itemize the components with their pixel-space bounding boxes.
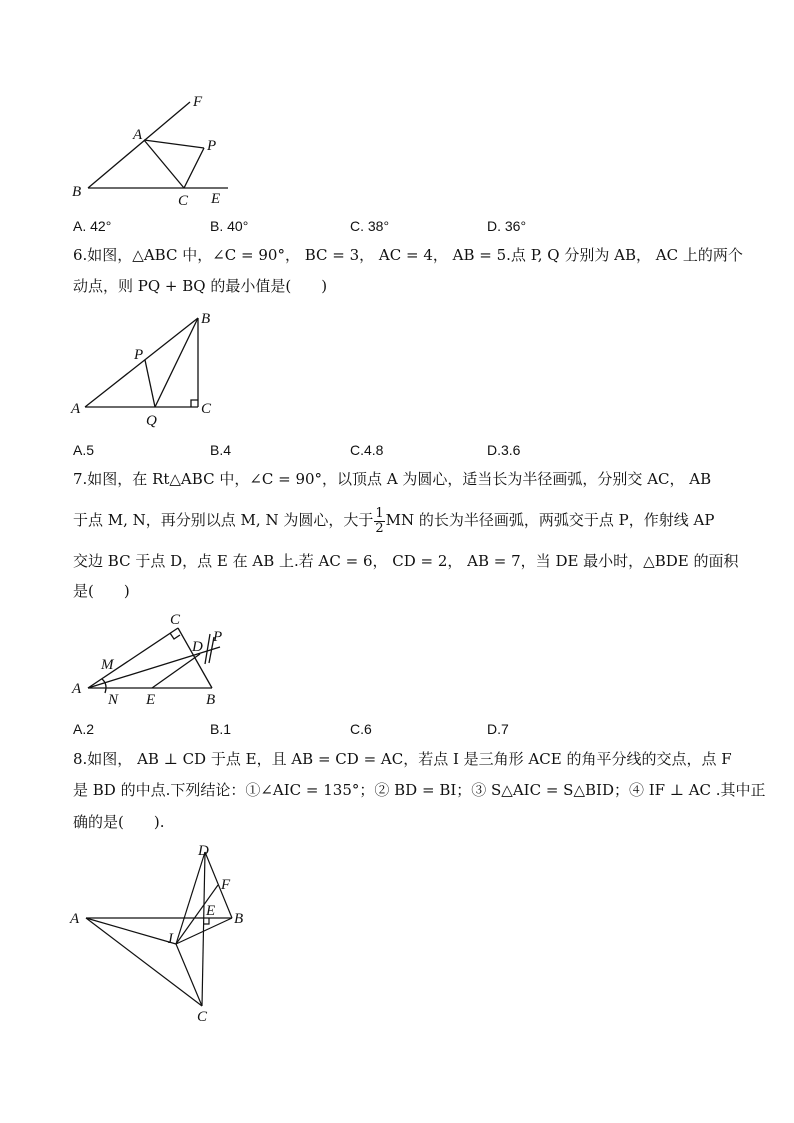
q8-label-b: B: [234, 911, 244, 927]
q7-label-p: P: [213, 629, 223, 645]
q7-text-line1: 7.如图，在 Rt△ABC 中，∠C = 90°，以顶点 A 为圆心，适当长为半径画弧，分别交 AC， AB: [73, 470, 712, 488]
q7-text-line2-pre: 于点 M, N，再分别以点 M, N 为圆心，大于: [73, 511, 374, 529]
q8-segment-ai: [86, 918, 176, 944]
q7-label-m: M: [101, 657, 114, 673]
q5-line-ap: [144, 140, 204, 148]
q7-segment-de: [152, 654, 200, 688]
q7-label-n: N: [108, 692, 119, 708]
q5-label-a: A: [133, 127, 143, 143]
q7-arc-mn: [102, 679, 106, 693]
q6-label-c: C: [201, 401, 212, 417]
q7-fraction-numerator: 1: [375, 505, 384, 521]
q5-label-p: P: [207, 138, 217, 154]
q7-option-c[interactable]: C.6: [350, 721, 372, 737]
q7-label-c: C: [170, 612, 181, 628]
q8-label-a: A: [70, 911, 80, 927]
q8-label-i: I: [168, 931, 173, 947]
q6-option-d[interactable]: D.3.6: [487, 442, 521, 458]
q5-line-pc: [184, 148, 204, 188]
q6-segment-bq: [155, 318, 198, 407]
q5-line-bf: [88, 102, 190, 188]
q7-text-line2: [73, 505, 714, 536]
q5-option-c[interactable]: C. 38°: [350, 218, 390, 234]
q8-label-d: D: [198, 843, 209, 859]
q8-segment-di: [176, 852, 205, 944]
q7-text-line3: 交边 BC 于点 D，点 E 在 AB 上.若 AC = 6， CD = 2， AB = 7，当 DE 最小时，△BDE 的面积: [73, 552, 739, 570]
q7-fraction-denominator: 2: [375, 520, 384, 536]
q6-option-a[interactable]: A.5: [73, 442, 95, 458]
q6-text-line1: 6.如图，△ABC 中，∠C = 90°， BC = 3， AC = 4， AB = 5.点 P, Q 分别为 AB， AC 上的两个: [73, 246, 743, 264]
q6-label-q: Q: [146, 413, 157, 429]
q5-label-c: C: [178, 193, 189, 209]
q7-text-line4: 是( ): [73, 582, 130, 600]
q6-option-b[interactable]: B.4: [210, 442, 232, 458]
q6-text-line2: 动点，则 PQ + BQ 的最小值是( ): [73, 277, 328, 295]
q7-fraction: [374, 507, 384, 536]
q7-text-line2-post: MN 的长为半径画弧，两弧交于点 P，作射线 AP: [385, 511, 715, 529]
q6-label-p: P: [134, 347, 144, 363]
q6-label-a: A: [71, 401, 81, 417]
q7-label-b: B: [206, 692, 216, 708]
q8-text-line1: 8.如图， AB ⊥ CD 于点 E，且 AB = CD = AC，若点 I 是三角形 ACE 的角平分线的交点，点 F: [73, 750, 732, 768]
q6-segment-pq: [145, 360, 155, 407]
q8-text-line3: 确的是( ).: [73, 813, 165, 831]
q6-label-b: B: [201, 311, 211, 327]
q7-option-a[interactable]: A.2: [73, 721, 95, 737]
q6-option-c[interactable]: C.4.8: [350, 442, 384, 458]
q6-figure: [60, 305, 230, 430]
q5-label-f: F: [193, 94, 203, 110]
q5-option-a[interactable]: A. 42°: [73, 218, 112, 234]
q7-right-angle-mark: [170, 633, 180, 639]
q7-figure: [60, 608, 235, 713]
q5-option-b[interactable]: B. 40°: [210, 218, 249, 234]
q8-text-line2: 是 BD 的中点.下列结论：①∠AIC = 135°；② BD = BI；③ S△AIC = S△BID；④ IF ⊥ AC .其中正: [73, 781, 766, 799]
q8-figure: [60, 838, 260, 1028]
q7-label-a: A: [72, 681, 82, 697]
q5-label-e: E: [211, 191, 221, 207]
q8-segment-dc: [202, 852, 205, 1006]
q7-label-d: D: [192, 639, 203, 655]
q8-label-f: F: [221, 877, 231, 893]
q5-label-b: B: [72, 184, 82, 200]
q7-option-b[interactable]: B.1: [210, 721, 232, 737]
q6-right-angle-mark: [191, 400, 198, 407]
q8-label-c: C: [197, 1009, 208, 1025]
q7-label-e: E: [146, 692, 156, 708]
q5-figure: [60, 88, 250, 213]
q8-label-e: E: [206, 903, 216, 919]
q7-option-d[interactable]: D.7: [487, 721, 509, 737]
q5-option-d[interactable]: D. 36°: [487, 218, 527, 234]
q5-line-ac: [144, 140, 184, 188]
